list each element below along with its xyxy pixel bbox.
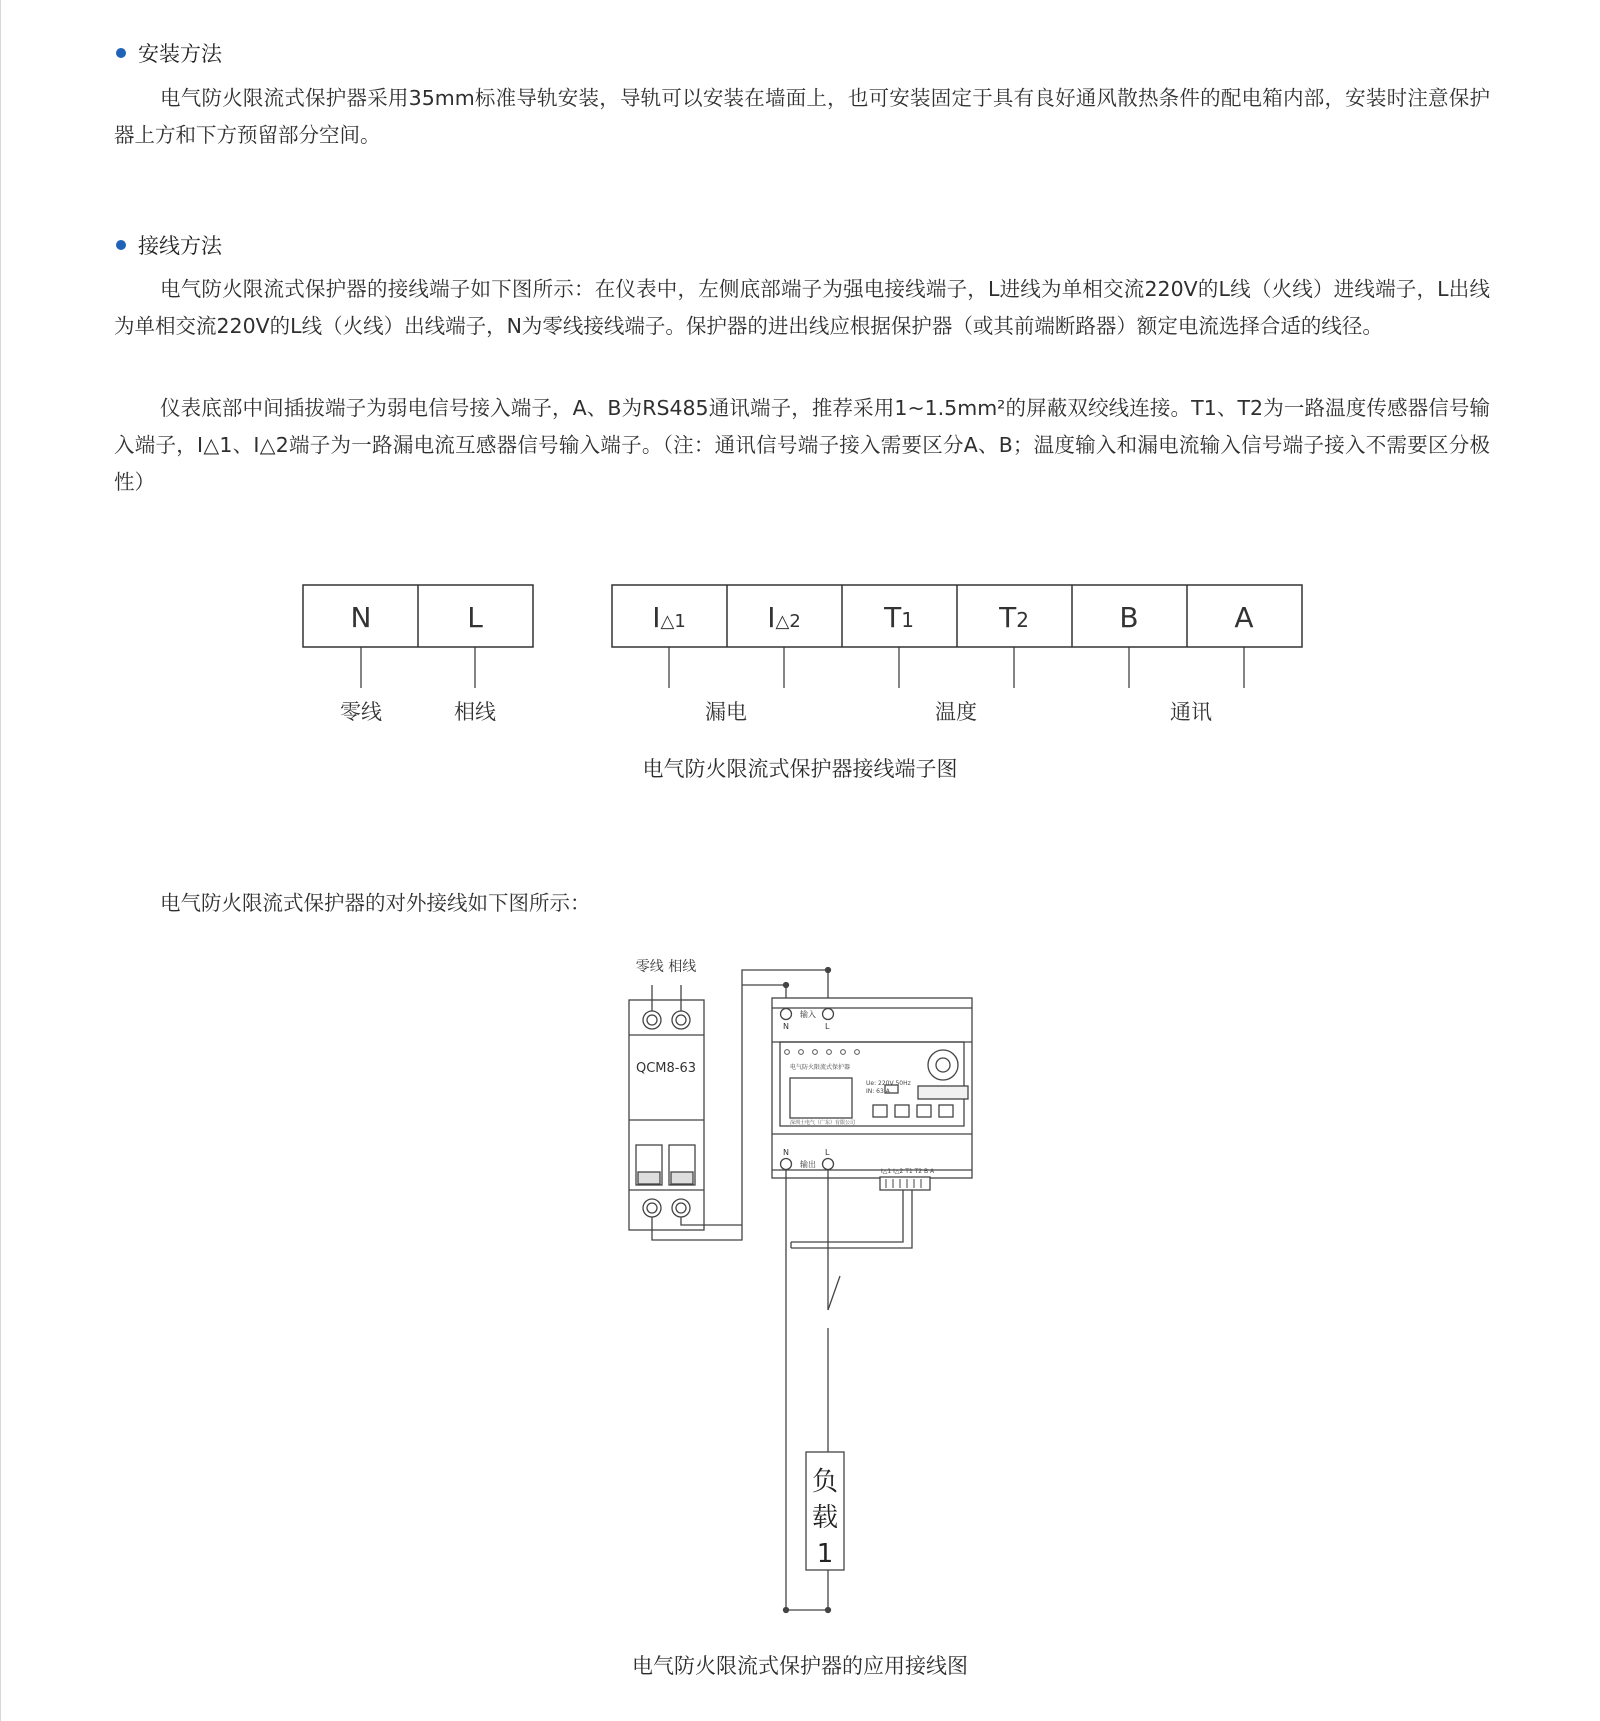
terminal-l: L xyxy=(467,601,483,634)
label-leakage: 漏电 xyxy=(705,700,747,724)
device-input-n: N xyxy=(783,1022,789,1031)
device-terminal-row: I△1 I△2 T1 T2 B A xyxy=(881,1168,935,1175)
external-wiring-intro: 电气防火限流式保护器的对外接线如下图所示： xyxy=(160,891,591,915)
terminal-diagram-caption: 电气防火限流式保护器接线端子图 xyxy=(642,757,958,781)
device-input-l: L xyxy=(825,1022,830,1031)
device-output-label: 输出 xyxy=(800,1160,816,1169)
device-maker: 深圳士电气（广东）有限公司 xyxy=(790,1120,856,1126)
terminal-t2: T2 xyxy=(999,601,1029,634)
load-char-3: 1 xyxy=(816,1539,834,1569)
device-title: 电气防火限流式保护器 xyxy=(790,1064,851,1071)
label-neutral: 零线 xyxy=(340,700,382,724)
device-output-l: L xyxy=(825,1148,830,1157)
install-heading xyxy=(116,38,222,68)
load-char-1: 负 xyxy=(811,1467,839,1497)
label-temperature: 温度 xyxy=(935,700,977,724)
device-input-label: 输入 xyxy=(800,1010,816,1019)
terminal-b: B xyxy=(1119,601,1139,634)
terminal-i-delta-1: I△1 xyxy=(652,601,686,634)
wiring-heading xyxy=(116,230,222,260)
install-heading-text: 安装方法 xyxy=(138,42,222,66)
bullet-dot-icon xyxy=(116,240,126,250)
device-rating-2: IN: 63 A xyxy=(866,1088,890,1095)
label-phase: 相线 xyxy=(454,700,496,724)
label-comm: 通讯 xyxy=(1170,700,1212,724)
breaker-top-labels: 零线 相线 xyxy=(635,959,697,975)
terminal-t1: T1 xyxy=(884,601,914,634)
terminal-i-delta-2: I△2 xyxy=(767,601,801,634)
application-wiring-diagram xyxy=(0,950,1600,1630)
install-paragraph: 电气防火限流式保护器采用35mm标准导轨安装，导轨可以安装在墙面上，也可安装固定于具有良好通风散热条件的配电箱内部，安装时注意保护器上方和下方预留部分空间。 xyxy=(114,86,1490,147)
bullet-dot-icon xyxy=(116,48,126,58)
load-char-2: 载 xyxy=(811,1503,839,1533)
wiring-paragraph-1: 电气防火限流式保护器的接线端子如下图所示：在仪表中，左侧底部端子为强电接线端子，L进线为单相交流220V的L线（火线）进线端子，L出线为单相交流220V的L线（火线）出线端子，N为零线接线端子。保护器的进出线应根据保护器（或其前端断路器）额定电流选择合适的线径。 xyxy=(114,277,1490,338)
device-rating-1: Ue: 220V 50Hz xyxy=(866,1080,911,1087)
device-output-n: N xyxy=(783,1148,789,1157)
terminal-a: A xyxy=(1234,601,1254,634)
terminal-diagram xyxy=(0,570,1600,730)
wiring-paragraph-2: 仪表底部中间插拔端子为弱电信号接入端子，A、B为RS485通讯端子，推荐采用1~1.5mm²的屏蔽双绞线连接。T1、T2为一路温度传感器信号输入端子，I△1、I△2端子为一路漏电流互感器信号输入端子。（注：通讯信号端子接入需要区分A、B；温度输入和漏电流输入信号端子接入不需要区分极性） xyxy=(114,396,1490,494)
breaker-model: QCM8-63 xyxy=(635,1061,697,1076)
wiring-heading-text: 接线方法 xyxy=(138,234,222,258)
application-diagram-caption: 电气防火限流式保护器的应用接线图 xyxy=(632,1654,968,1678)
terminal-n: N xyxy=(350,601,372,634)
